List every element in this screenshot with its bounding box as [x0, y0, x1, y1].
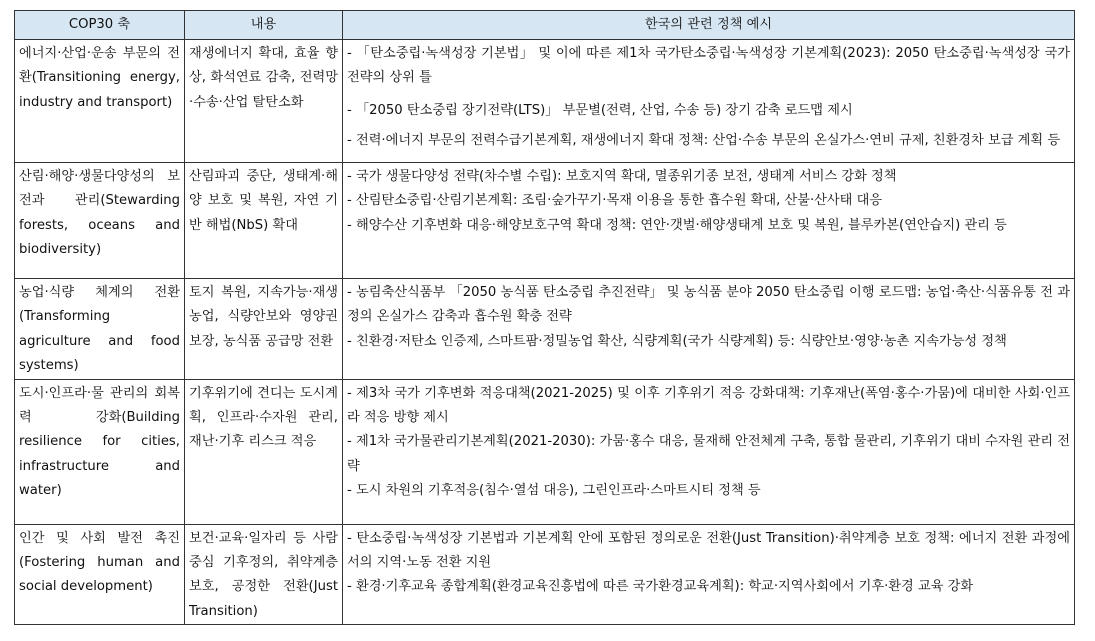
policy-item: - 친환경·저탄소 인증제, 스마트팜·정밀농업 확산, 식량계획(국가 식량계획) 등: 식량안보·영양·농촌 지속가능성 정책 — [347, 333, 1007, 349]
table-row — [15, 524, 1075, 625]
content-cell: 기후위기에 견디는 도시계획, 인프라·수자원 관리, 재난·기후 리스크 적응 — [185, 379, 343, 524]
axis-cell: 산림·해양·생물다양성의 보전과 관리(Stewarding forests, oceans and biodiversity) — [15, 163, 185, 279]
table-body — [15, 40, 1075, 625]
policy-cell — [343, 163, 1075, 279]
content-cell: 산림파괴 중단, 생태계·해양 보호 및 복원, 자연 기반 해법(NbS) 확대 — [185, 163, 343, 279]
policy-item: - 환경·기후교육 종합계획(환경교육진흥법에 따른 국가환경교육계획): 학교·지역사회에서 기후·환경 교육 강화 — [347, 579, 974, 595]
policy-item: - 제3차 국가 기후변화 적응대책(2021-2025) 및 이후 기후위기 적응 강화대책: 기후재난(폭염·홍수·가뭄)에 대비한 사회·인프라 적응 방향 제시 — [347, 385, 1070, 426]
policy-item: - 농림축산식품부 「2050 농식품 탄소중립 추진전략」 및 농식품 분야 2050 탄소중립 이행 로드맵: 농업·축산·식품유통 전 과정의 온실가스 감축과 흡수원 확충 전략 — [347, 285, 1070, 325]
table-row — [15, 40, 1075, 163]
policy-item: - 도시 차원의 기후적응(침수·열섬 대응), 그린인프라·스마트시티 정책 등 — [347, 483, 761, 499]
axis-cell: 인간 및 사회 발전 촉진 (Fostering human and social development) — [15, 524, 185, 625]
policy-cell — [343, 40, 1075, 163]
policy-item: - 탄소중립·녹색성장 기본법과 기본계획 안에 포함된 정의로운 전환(Just Transition)·취약계층 보호 정책: 에너지 전환 과정에서의 지역·노동 전환 지원 — [347, 530, 1070, 571]
policy-item: - 국가 생물다양성 전략(차수별 수립): 보호지역 확대, 멸종위기종 보전, 생태계 서비스 강화 정책 — [347, 169, 897, 184]
policy-item: - 제1차 국가물관리기본계획(2021-2030): 가뭄·홍수 대응, 물재해 안전체계 구축, 통합 물관리, 기후위기 대비 수자원 관리 전략 — [347, 434, 1070, 474]
table-row — [15, 279, 1075, 380]
cop30-policy-table — [14, 10, 1075, 625]
table-row — [15, 163, 1075, 279]
policy-cell — [343, 379, 1075, 524]
policy-item: - 「2050 탄소중립 장기전략(LTS)」 부문별(전력, 산업, 수송 등) 장기 감축 로드맵 제시 — [347, 102, 853, 118]
header-row — [15, 11, 1075, 40]
axis-cell: 에너지·산업·운송 부문의 전환(Transitioning energy, industry and transport) — [15, 40, 185, 163]
policy-item: - 전력·에너지 부문의 전력수급기본계획, 재생에너지 확대 정책: 산업·수송 부문의 온실가스·연비 규제, 친환경차 보급 계획 등 — [347, 133, 1061, 149]
policy-cell — [343, 279, 1075, 380]
header-axis: COP30 축 — [15, 11, 185, 40]
policy-item: - 해양수산 기후변화 대응·해양보호구역 확대 정책: 연안·갯벌·해양생태계 보호 및 복원, 블루카본(연안습지) 관리 등 — [347, 217, 1007, 233]
content-cell: 토지 복원, 지속가능·재생 농업, 식량안보와 영양권 보장, 농식품 공급망 전환 — [185, 279, 343, 380]
policy-item: - 산림탄소중립·산림기본계획: 조림·숲가꾸기·목재 이용을 통한 흡수원 확대, 산불·산사태 대응 — [347, 193, 883, 209]
policy-item: - 「탄소중립·녹색성장 기본법」 및 이에 따른 제1차 국가탄소중립·녹색성장 기본계획(2023): 2050 탄소중립·녹색성장 국가 전략의 상위 틀 — [347, 46, 1070, 86]
table-row — [15, 379, 1075, 524]
table-header — [15, 11, 1075, 40]
header-content: 내용 — [185, 11, 343, 40]
content-cell: 재생에너지 확대, 효율 향상, 화석연료 감축, 전력망·수송·산업 탈탄소화 — [185, 40, 343, 163]
header-policy: 한국의 관련 정책 예시 — [343, 11, 1075, 40]
axis-cell: 농업·식량 체계의 전환(Transforming agriculture and food systems) — [15, 279, 185, 380]
content-cell: 보건·교육·일자리 등 사람 중심 기후정의, 취약계층 보호, 공정한 전환(Just Transition) — [185, 524, 343, 625]
policy-cell — [343, 524, 1075, 625]
axis-cell: 도시·인프라·물 관리의 회복력 강화(Building resilience for cities, infrastructure and water) — [15, 379, 185, 524]
